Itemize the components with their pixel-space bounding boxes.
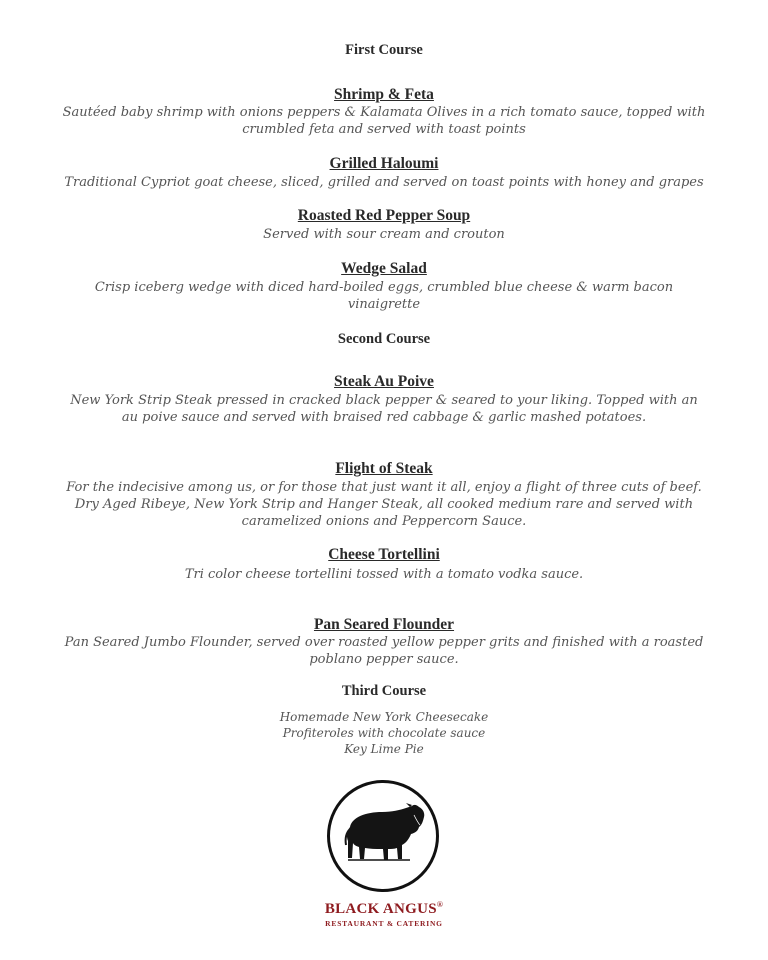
dish-desc-flight-of-steak-line-1: For the indecisive among us, or for those that just want it all, enjoy a flight of three cuts of beef.	[66, 480, 702, 495]
dish-name-cheese-tortellini: Cheese Tortellini	[328, 546, 440, 563]
dish-desc-flight-of-steak-line-3: caramelized onions and Peppercorn Sauce.	[241, 514, 527, 529]
black-angus-logo	[326, 779, 440, 893]
dish-name-shrimp-feta: Shrimp & Feta	[334, 86, 434, 103]
dish-desc-wedge-salad-line-2: vinaigrette	[347, 297, 421, 312]
first-course-title: First Course	[345, 42, 423, 58]
dish-desc-grilled-haloumi: Traditional Cypriot goat cheese, sliced, grilled and served on toast points with honey and grapes	[64, 175, 704, 190]
brand-name	[0, 900, 768, 918]
dish-desc-pan-seared-flounder-line-2: poblano pepper sauce.	[309, 652, 459, 667]
brand-tagline: RESTAURANT & CATERING	[325, 919, 443, 928]
dish-name-wedge-salad: Wedge Salad	[341, 260, 427, 277]
dish-name-grilled-haloumi: Grilled Haloumi	[329, 155, 439, 172]
dish-desc-flight-of-steak-line-2: Dry Aged Ribeye, New York Strip and Hanger Steak, all cooked medium rare and served with	[74, 497, 694, 512]
dish-desc-red-pepper-soup: Served with sour cream and crouton	[263, 227, 505, 242]
dish-desc-steak-au-poive-line-1: New York Strip Steak pressed in cracked black pepper & seared to your liking. Topped with an	[70, 393, 698, 408]
dish-desc-wedge-salad-line-1: Crisp iceberg wedge with diced hard-boiled eggs, crumbled blue cheese & warm bacon	[94, 280, 674, 295]
dessert-item-key-lime-pie: Key Lime Pie	[344, 742, 424, 756]
dish-name-red-pepper-soup: Roasted Red Pepper Soup	[297, 207, 471, 224]
third-course-title: Third Course	[341, 683, 427, 699]
dish-name-flight-of-steak: Flight of Steak	[335, 460, 433, 477]
brand-name-text: BLACK ANGUS	[324, 901, 437, 917]
dish-name-pan-seared-flounder: Pan Seared Flounder	[313, 616, 455, 633]
second-course-title: Second Course	[337, 331, 431, 347]
dish-desc-shrimp-feta-line-1: Sautéed baby shrimp with onions peppers & Kalamata Olives in a rich tomato sauce, topped with	[62, 105, 706, 120]
registered-mark: ®	[436, 900, 444, 909]
dish-desc-pan-seared-flounder-line-1: Pan Seared Jumbo Flounder, served over roasted yellow pepper grits and finished with a roasted	[64, 635, 704, 650]
dish-desc-cheese-tortellini: Tri color cheese tortellini tossed with a tomato vodka sauce.	[184, 567, 584, 582]
dessert-item-profiteroles: Profiteroles with chocolate sauce	[282, 726, 486, 740]
bull-icon	[326, 779, 440, 893]
dish-desc-shrimp-feta-line-2: crumbled feta and served with toast points	[242, 122, 526, 137]
dish-name-steak-au-poive: Steak Au Poive	[334, 373, 434, 390]
dish-desc-steak-au-poive-line-2: au poive sauce and served with braised red cabbage & garlic mashed potatoes.	[121, 410, 647, 425]
dessert-item-cheesecake: Homemade New York Cheesecake	[279, 710, 489, 724]
